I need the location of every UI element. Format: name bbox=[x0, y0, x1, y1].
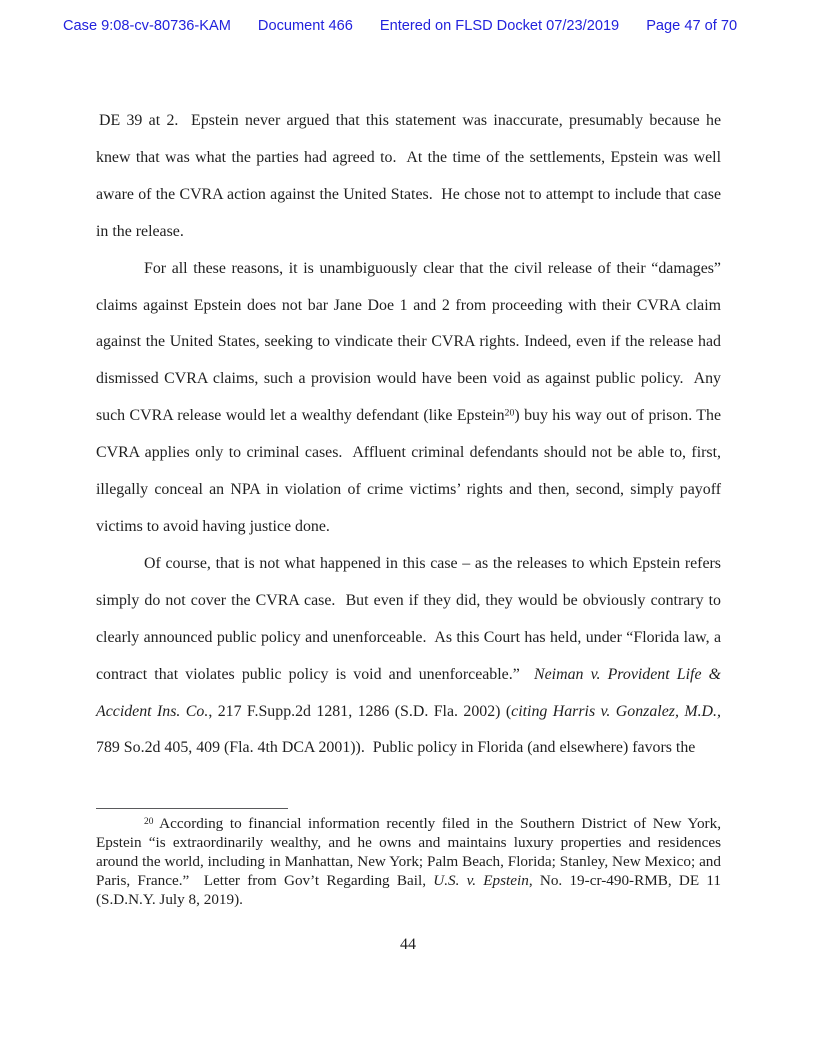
page-number: 44 bbox=[400, 936, 416, 953]
body-paragraph: For all these reasons, it is unambiguously clear that the civil release of their “damages” claims against Epstein does not bar Jane Doe 1 and 2 from proceeding with their CVRA claim against the United States, seeking to vindicate their CVRA rights. Indeed, even if the release had dismissed CVRA claims, such a provision would have been void as against public policy. Any such CVRA release would let a wealthy defendant (like Epstein$^{20}$) buy his way out of prison. The CVRA applies only to criminal cases. Affluent criminal defendants should not be able to, first, illegally conceal an NPA in violation of crime victims’ rights and then, second, simply payoff victims to avoid having justice done. bbox=[96, 259, 721, 535]
footnote-text: $^{20}$ According to financial information recently filed in the Southern District of New York, Epstein “is extraordinarily wealthy, and he owns and maintains luxury properties and residences around the world, including in Manhattan, New York; Palm Beach, Florida; Stanley, New Mexico; and Paris, France.” Letter from Gov’t Regarding Bail, U.S. v. Epstein, No. 19-cr-490-RMB, DE 11 (S.D.N.Y. July 8, 2019). bbox=[96, 815, 721, 909]
header-case-number: Case 9:08-cv-80736-KAM bbox=[63, 18, 231, 34]
body-paragraph: Of course, that is not what happened in this case – as the releases to which Epstein refers simply do not cover the CVRA case. But even if they did, they would be obviously contrary to clearly announced public policy and unenforceable. As this Court has held, under “Florida law, a contract that violates public policy is void and unenforceable.” Neiman v. Provident Life & Accident Ins. Co., 217 F.Supp.2d 1281, 1286 (S.D. Fla. 2002) (citing Harris v. Gonzalez, M.D., 789 So.2d 405, 409 (Fla. 4th DCA 2001)). Public policy in Florida (and elsewhere) favors the bbox=[96, 554, 722, 757]
document-body bbox=[96, 103, 721, 767]
header-document-number: Document 466 bbox=[257, 18, 353, 34]
body-paragraph: DE 39 at 2. Epstein never argued that this statement was inaccurate, presumably because he knew that was what the parties had agreed to. At the time of the settlements, Epstein was well aware of the CVRA action against the United States. He chose not to attempt to include that case in the release. bbox=[96, 112, 721, 240]
header-page-indicator: Page 47 of 70 bbox=[646, 18, 738, 34]
footnote bbox=[96, 814, 721, 909]
footnote-separator-rule bbox=[96, 808, 288, 809]
header-docket-entry: Entered on FLSD Docket 07/23/2019 bbox=[379, 18, 620, 34]
docket-header bbox=[63, 18, 737, 34]
